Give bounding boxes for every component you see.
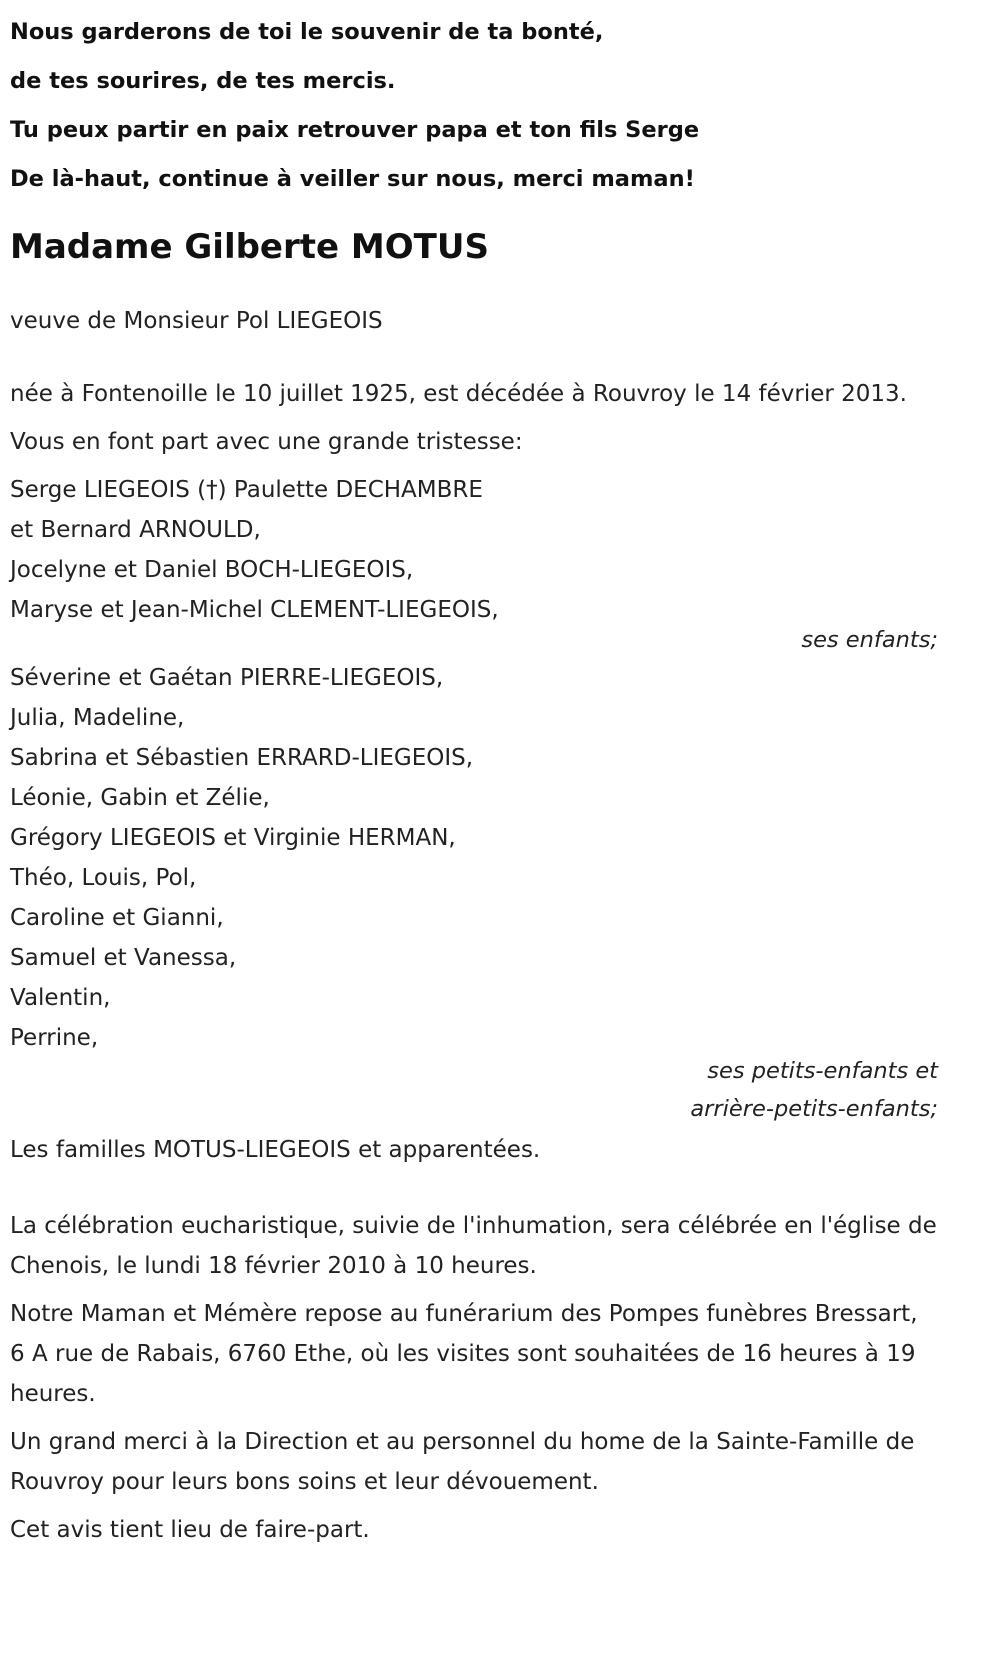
grandchildren-entry: Théo, Louis, Pol, — [10, 865, 197, 891]
grandchildren-entry: Samuel et Vanessa, — [10, 945, 237, 971]
closing-note: Cet avis tient lieu de faire-part. — [10, 1517, 370, 1543]
grandchildren-entry: Perrine, — [10, 1025, 99, 1051]
poem-line: De là-haut, continue à veiller sur nous, merci maman! — [10, 166, 695, 192]
obituary-notice — [10, 0, 938, 1550]
funeral-home-info: Notre Maman et Mémère repose au funérarium des Pompes funèbres Bressart, 6 A rue de Rabais, 6760 Ethe, où les visites sont souhaitées de 16 heures à 19 heures. — [10, 1301, 918, 1407]
widow-of: veuve de Monsieur Pol LIEGEOIS — [10, 308, 383, 334]
thanks-message: Un grand merci à la Direction et au personnel du home de la Sainte-Famille de Rouvroy pour leurs bons soins et leur dévouement. — [10, 1429, 915, 1495]
poem — [10, 8, 938, 204]
families-line: Les familles MOTUS-LIEGEOIS et apparentées. — [10, 1137, 541, 1163]
grandchildren-entry: Séverine et Gaétan PIERRE-LIEGEOIS, — [10, 665, 444, 691]
grandchildren-entry: Valentin, — [10, 985, 111, 1011]
celebration-info: La célébration eucharistique, suivie de l'inhumation, sera célébrée en l'église de Chenois, le lundi 18 février 2010 à 10 heures. — [10, 1213, 937, 1279]
poem-line: Nous garderons de toi le souvenir de ta bonté, — [10, 19, 604, 45]
poem-line: de tes sourires, de tes mercis. — [10, 68, 396, 94]
grandchildren-list — [10, 658, 938, 1058]
grandchildren-entry: Grégory LIEGEOIS et Virginie HERMAN, — [10, 825, 456, 851]
children-entry: Maryse et Jean-Michel CLEMENT-LIEGEOIS, — [10, 597, 499, 623]
grandchildren-entry: Julia, Madeline, — [10, 705, 185, 731]
children-list — [10, 470, 938, 630]
grandchildren-entry: Sabrina et Sébastien ERRARD-LIEGEOIS, — [10, 745, 474, 771]
children-role: ses enfants; — [801, 627, 938, 653]
grandchildren-role: ses petits-enfants et arrière-petits-enfants; — [690, 1058, 938, 1122]
children-entry: et Bernard ARNOULD, — [10, 517, 261, 543]
children-entry: Serge LIEGEOIS (†) Paulette DECHAMBRE — [10, 477, 483, 503]
deceased-name: Madame Gilberte MOTUS — [10, 227, 489, 267]
poem-line: Tu peux partir en paix retrouver papa et ton fils Serge — [10, 117, 700, 143]
announcement: Vous en font part avec une grande tristesse: — [10, 429, 523, 455]
grandchildren-entry: Caroline et Gianni, — [10, 905, 224, 931]
birth-death-info: née à Fontenoille le 10 juillet 1925, est décédée à Rouvroy le 14 février 2013. — [10, 381, 907, 407]
children-entry: Jocelyne et Daniel BOCH-LIEGEOIS, — [10, 557, 414, 583]
grandchildren-entry: Léonie, Gabin et Zélie, — [10, 785, 270, 811]
